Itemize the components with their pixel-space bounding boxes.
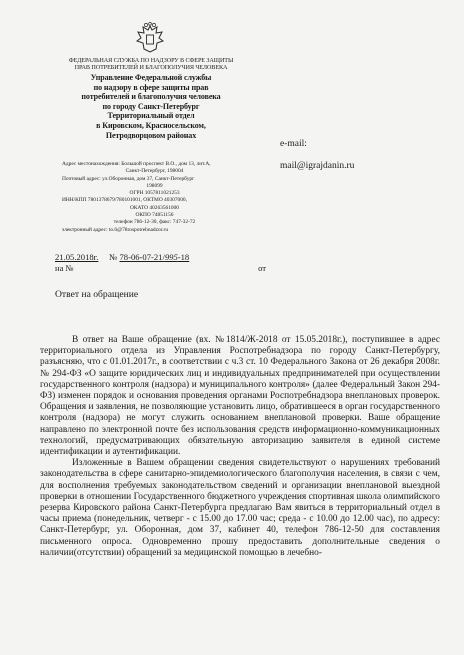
coat-of-arms-icon bbox=[135, 22, 165, 56]
department-line: по городу Санкт-Петербург bbox=[102, 101, 200, 111]
letter-title: Ответ на обращение bbox=[55, 289, 139, 300]
registration-number-suffix: -18 bbox=[177, 252, 190, 262]
reference-date-label: от bbox=[258, 263, 267, 273]
reference-number-label: на № bbox=[55, 263, 74, 273]
department-line: по надзору в сфере защиты прав bbox=[93, 82, 209, 92]
department-line: Петродворцовом районах bbox=[105, 130, 197, 140]
address-line: телефон 786-12-30, факс: 747-32-72 bbox=[113, 219, 196, 226]
address-line: ОГРН 1057811021253 bbox=[129, 190, 180, 197]
sender-address-block bbox=[62, 161, 247, 234]
registration-number-handwritten: 995 bbox=[164, 252, 178, 262]
address-line: 198099 bbox=[146, 182, 163, 189]
address-line: ИНН/КПП 7801378679/780101001, ОКТМО 40307000, bbox=[62, 197, 187, 204]
agency-line-2: ПРАВ ПОТРЕБИТЕЛЕЙ И БЛАГОПОЛУЧИЯ ЧЕЛОВЕКА bbox=[74, 64, 228, 71]
agency-name bbox=[56, 57, 246, 71]
registration-line bbox=[55, 252, 189, 262]
reference-line bbox=[55, 263, 266, 273]
address-line: Адрес местонахождения: Большой проспект В.О., дом 13, лит.А, bbox=[62, 161, 211, 167]
registration-number: 78-06-07-21/ bbox=[119, 252, 165, 262]
address-line: Почтовый адрес: ул.Оборонная, дом 37, Санкт-Петербург bbox=[62, 175, 195, 182]
paragraph: В ответ на Ваше обращение (вх. №1814/Ж-2018 от 15.05.2018г.), поступившее в адрес территориального отдела из Управления Роспотребнадзора по городу Санкт-Петербургу, разъясняю, что с 01.01.2017г., в соответствии с ч.3 ст. 10 Федерального Закона от 26 декабря 2008г. № 294-ФЗ «О защите юридических лиц и индивидуальных предпринимателей при осуществлении государственного контроля (надзора) и муниципального контроля» (далее Федеральный Закон 294-ФЗ) изменен порядок и основания проведения органами Роспотребнадзора внеплановых проверок. Обращения и заявления, не позволяющие установить лицо, обратившееся в орган государственного контроля (надзора) не могут служить основанием внеплановой проверки. Ваше обращение направлено по электронной почте без использования средств информационно-коммуникационных технологий, предусматривающих обязательную авторизацию заявителя в единой системе идентификации и аутентификации. bbox=[40, 335, 440, 458]
paragraph: Изложенные в Вашем обращении сведения свидетельствуют о нарушениях требований законодательства в сфере санитарно-эпидемиологического благополучия населения, в связи с чем, для восполнения требуемых законодательством сведений и организации внеплановой выездной проверки в отношении Государственного бюджетного учреждения спортивная школа олимпийского резерва Кировского района Санкт-Петербурга предлагаю Вам явиться в территориальный отдел в часы приема (понедельник, четверг - с 15.00 до 17.00 час; среда - с 10.00 до 12.00 час), по адресу: Санкт-Петербург, ул. Оборонная, дом 37, кабинет 40, телефон 786-12-50 для составления письменного опроса. Одновременно прошу предоставить дополнительные сведения о наличии(отсутствии) обращений за медицинской помощью в лечебно- bbox=[40, 458, 440, 558]
department-name bbox=[56, 73, 246, 140]
department-line: в Кировском, Красносельском, bbox=[96, 120, 206, 130]
letter-body bbox=[40, 335, 440, 559]
address-line: электронный адрес: to.6@78rospotrebnadzor.ru bbox=[62, 226, 169, 233]
registration-number-prefix: № bbox=[109, 252, 118, 262]
recipient-email: mail@igrajdanin.ru bbox=[280, 161, 355, 171]
recipient-email-label: e-mail: bbox=[280, 139, 307, 149]
department-line: потребителей и благополучия человека bbox=[81, 92, 221, 102]
registration-date: 21.05.2018г. bbox=[55, 252, 99, 262]
address-line: ОКПО 74851156 bbox=[135, 212, 174, 219]
department-line: Территориальный отдел bbox=[107, 111, 195, 121]
address-line: ОКАТО 40263561000 bbox=[129, 204, 180, 211]
address-line: Санкт-Петербург, 198004 bbox=[125, 168, 184, 175]
agency-line-1: ФЕДЕРАЛЬНАЯ СЛУЖБА ПО НАДЗОРУ В СФЕРЕ ЗАЩИТЫ bbox=[68, 57, 234, 64]
department-line: Управление Федеральной службы bbox=[90, 73, 212, 82]
